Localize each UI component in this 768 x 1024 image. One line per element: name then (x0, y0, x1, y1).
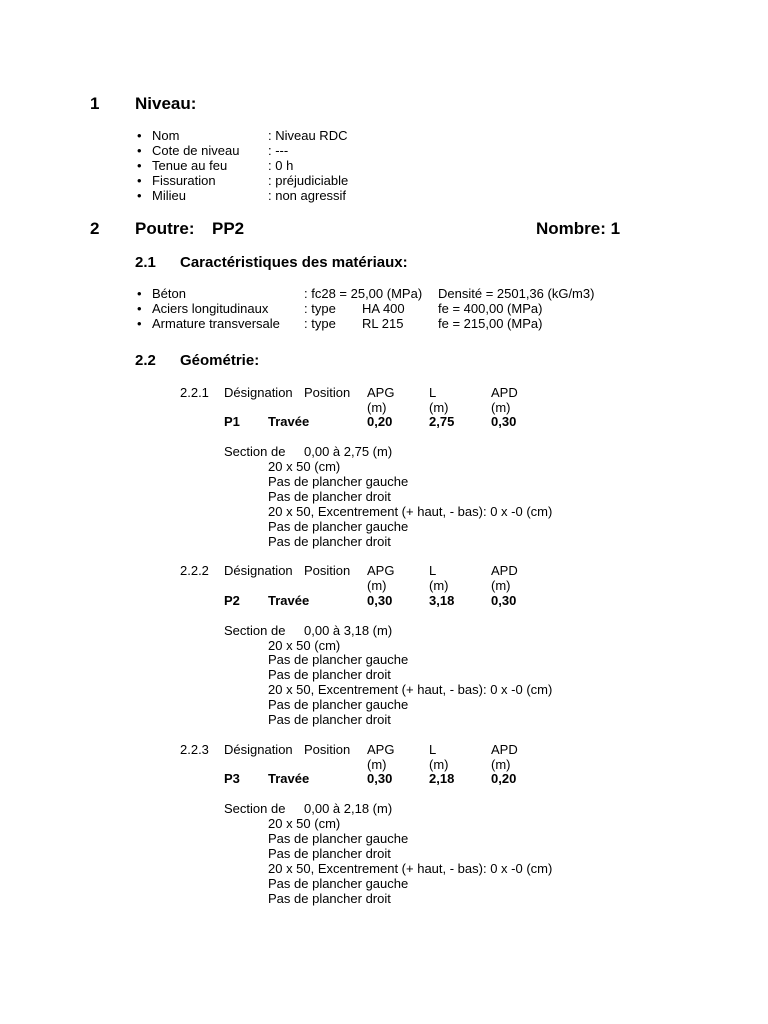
span-l: 2,18 (429, 771, 455, 786)
section-line: Pas de plancher droit (268, 712, 391, 727)
subsection-number: 2.2 (135, 352, 156, 369)
header-apg: APG (367, 563, 395, 578)
header-apd: APD (491, 385, 518, 400)
unit-l: (m) (429, 400, 449, 415)
bullet-icon: • (137, 301, 142, 316)
material-value: : type (304, 316, 336, 331)
section-line: Pas de plancher gauche (268, 876, 409, 891)
section-line: 20 x 50, Excentrement (+ haut, - bas): 0 x -0 (cm) (268, 682, 553, 697)
list-item-value: : 0 h (268, 158, 294, 173)
bullet-icon: • (137, 188, 142, 203)
material-value: : type (304, 301, 336, 316)
beam-name: PP2 (212, 219, 245, 238)
unit-apd: (m) (491, 757, 511, 772)
section-line: 20 x 50 (cm) (268, 459, 341, 474)
span-apd: 0,30 (491, 593, 517, 608)
subsection-title: Caractéristiques des matériaux: (180, 254, 408, 271)
material-property: Densité = 2501,36 (kG/m3) (438, 286, 595, 301)
bullet-icon: • (137, 128, 142, 143)
span-position: Travée (268, 593, 310, 608)
section-line: 20 x 50, Excentrement (+ haut, - bas): 0 x -0 (cm) (268, 861, 553, 876)
header-apg: APG (367, 742, 395, 757)
section-line: Pas de plancher droit (268, 667, 391, 682)
bullet-icon: • (137, 316, 142, 331)
bullet-icon: • (137, 158, 142, 173)
section-line: Pas de plancher droit (268, 489, 391, 504)
section-title: Niveau: (135, 94, 197, 113)
span-number: 2.2.3 (180, 742, 209, 757)
subsection-title: Géométrie: (180, 352, 260, 369)
section-line: Pas de plancher gauche (268, 519, 409, 534)
section-line: Pas de plancher gauche (268, 697, 409, 712)
header-position: Position (304, 385, 351, 400)
section-number: 2 (90, 219, 100, 238)
span-number: 2.2.2 (180, 563, 209, 578)
section-range: 0,00 à 2,75 (m) (304, 444, 393, 459)
material-property: fe = 400,00 (MPa) (438, 301, 543, 316)
section-line: Pas de plancher droit (268, 891, 391, 906)
section-label: Section de (224, 623, 286, 638)
header-l: L (429, 385, 437, 400)
material-type: HA 400 (362, 301, 405, 316)
unit-apd: (m) (491, 578, 511, 593)
header-designation: Désignation (224, 385, 293, 400)
list-item-value: : préjudiciable (268, 173, 349, 188)
section-line: Pas de plancher droit (268, 534, 391, 549)
header-position: Position (304, 563, 351, 578)
section-number: 1 (90, 94, 100, 113)
span-name: P3 (224, 771, 240, 786)
span-name: P1 (224, 414, 240, 429)
unit-apg: (m) (367, 400, 387, 415)
header-designation: Désignation (224, 742, 293, 757)
section-line: 20 x 50 (cm) (268, 816, 341, 831)
list-item-value: : non agressif (268, 188, 347, 203)
list-item-label: Nom (152, 128, 180, 143)
bullet-icon: • (137, 286, 142, 301)
header-position: Position (304, 742, 351, 757)
header-apd: APD (491, 742, 518, 757)
span-apg: 0,20 (367, 414, 393, 429)
section-range: 0,00 à 3,18 (m) (304, 623, 393, 638)
unit-apd: (m) (491, 400, 511, 415)
header-designation: Désignation (224, 563, 293, 578)
span-position: Travée (268, 771, 310, 786)
section-line: Pas de plancher gauche (268, 831, 409, 846)
material-label: Armature transversale (152, 316, 280, 331)
material-property: fe = 215,00 (MPa) (438, 316, 543, 331)
section-label: Section de (224, 801, 286, 816)
header-l: L (429, 742, 437, 757)
span-number: 2.2.1 (180, 385, 209, 400)
list-item-value: : Niveau RDC (268, 128, 348, 143)
list-item-label: Tenue au feu (152, 158, 228, 173)
bullet-icon: • (137, 143, 142, 158)
span-apd: 0,30 (491, 414, 517, 429)
span-l: 3,18 (429, 593, 455, 608)
unit-l: (m) (429, 757, 449, 772)
header-l: L (429, 563, 437, 578)
span-apd: 0,20 (491, 771, 517, 786)
header-apd: APD (491, 563, 518, 578)
list-item-label: Fissuration (152, 173, 216, 188)
unit-l: (m) (429, 578, 449, 593)
span-apg: 0,30 (367, 771, 393, 786)
span-apg: 0,30 (367, 593, 393, 608)
bullet-icon: • (137, 173, 142, 188)
section-line: Pas de plancher gauche (268, 652, 409, 667)
unit-apg: (m) (367, 757, 387, 772)
section-range: 0,00 à 2,18 (m) (304, 801, 393, 816)
header-apg: APG (367, 385, 395, 400)
list-item-value: : --- (268, 143, 289, 158)
section-line: 20 x 50 (cm) (268, 638, 341, 653)
span-l: 2,75 (429, 414, 455, 429)
material-type: RL 215 (362, 316, 404, 331)
section-line: 20 x 50, Excentrement (+ haut, - bas): 0 x -0 (cm) (268, 504, 553, 519)
material-label: Béton (152, 286, 186, 301)
subsection-number: 2.1 (135, 254, 156, 271)
span-name: P2 (224, 593, 240, 608)
section-label: Section de (224, 444, 286, 459)
list-item-label: Cote de niveau (152, 143, 240, 158)
section-line: Pas de plancher droit (268, 846, 391, 861)
beam-count: Nombre: 1 (536, 219, 621, 238)
section-title: Poutre: (135, 219, 195, 238)
unit-apg: (m) (367, 578, 387, 593)
section-line: Pas de plancher gauche (268, 474, 409, 489)
span-position: Travée (268, 414, 310, 429)
material-value: : fc28 = 25,00 (MPa) (304, 286, 423, 301)
material-label: Aciers longitudinaux (152, 301, 269, 316)
list-item-label: Milieu (152, 188, 186, 203)
